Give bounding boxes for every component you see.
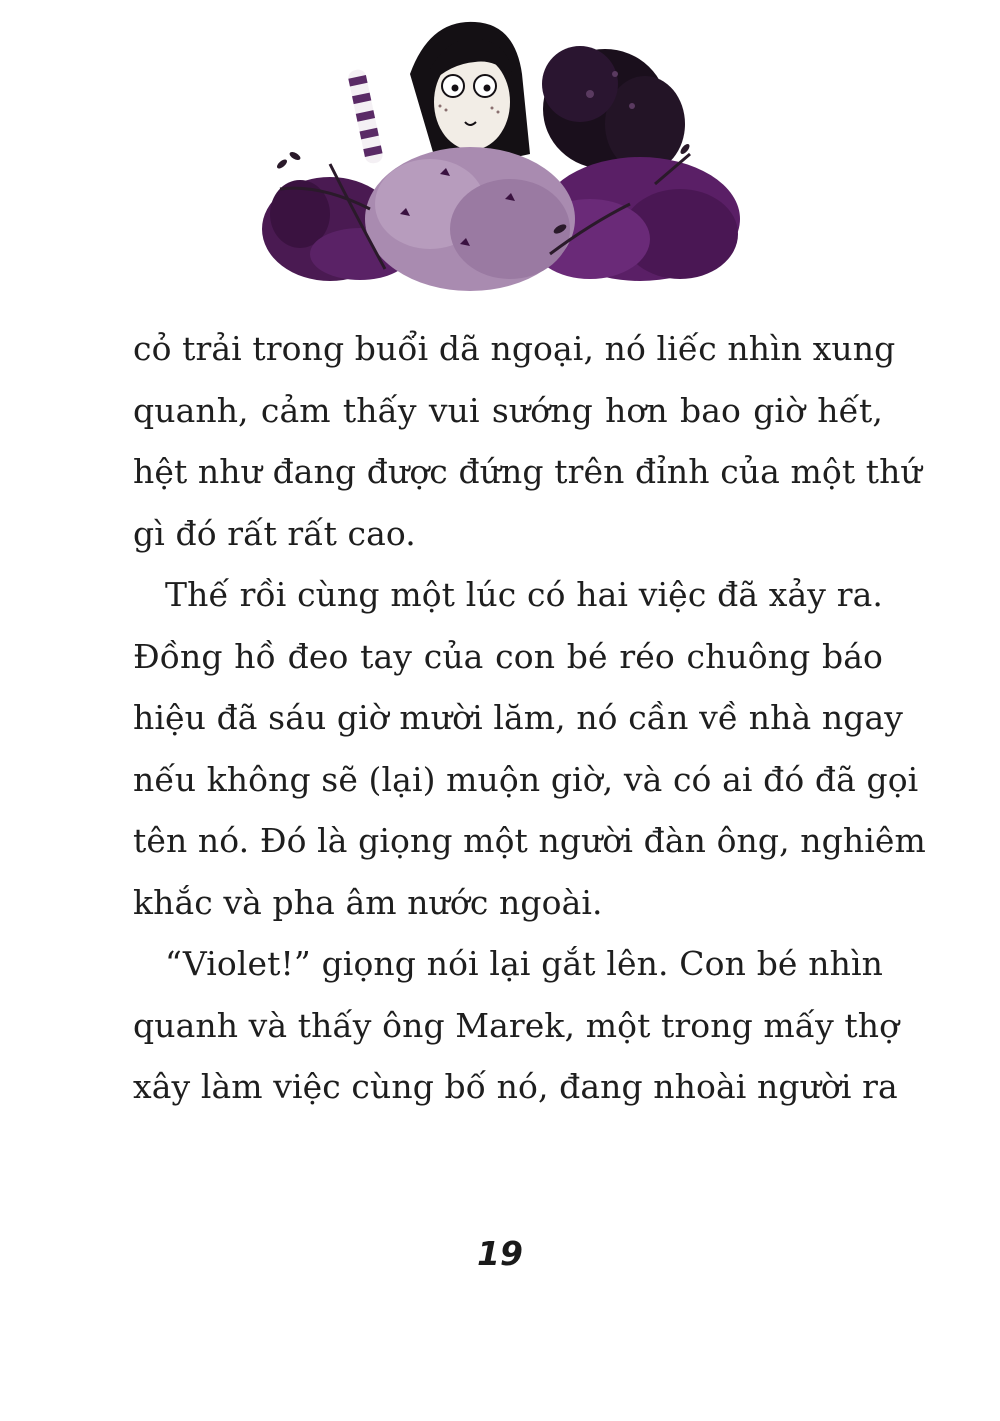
text-line: gì đó rất rất cao. — [133, 513, 416, 553]
text-line: cỏ trải trong buổi dã ngoại, nó liếc nhìn xung — [133, 329, 896, 368]
text-line: xây làm việc cùng bố nó, đang nhoài người ra — [133, 1067, 898, 1106]
right-dark-bush — [542, 46, 685, 172]
illustration-girl-in-bushes — [260, 14, 742, 296]
text-line: Thế rồi cùng một lúc có hai việc đã xảy ra. — [165, 575, 883, 614]
text-line: hệt như đang được đứng trên đỉnh của một thứ — [133, 452, 922, 491]
text-line: quanh và thấy ông Marek, một trong mấy thợ — [133, 1005, 900, 1045]
girl — [347, 22, 530, 165]
text-line: “Violet!” giọng nói lại gắt lên. Con bé nhìn — [165, 944, 883, 983]
story-text — [133, 318, 926, 1118]
middle-light-bush — [365, 147, 575, 291]
text-line: Đồng hồ đeo tay của con bé réo chuông báo — [133, 636, 883, 676]
text-line: khắc và pha âm nước ngoài. — [133, 882, 603, 922]
text-line: quanh, cảm thấy vui sướng hơn bao giờ hết, — [133, 390, 883, 430]
text-line: nếu không sẽ (lại) muộn giờ, và có ai đó đã gọi — [133, 759, 919, 799]
text-line: hiệu đã sáu giờ mười lăm, nó cần về nhà ngay — [133, 698, 903, 737]
page-number: 19 — [477, 1234, 523, 1273]
text-line: tên nó. Đó là giọng một người đàn ông, nghiêm — [133, 821, 926, 860]
